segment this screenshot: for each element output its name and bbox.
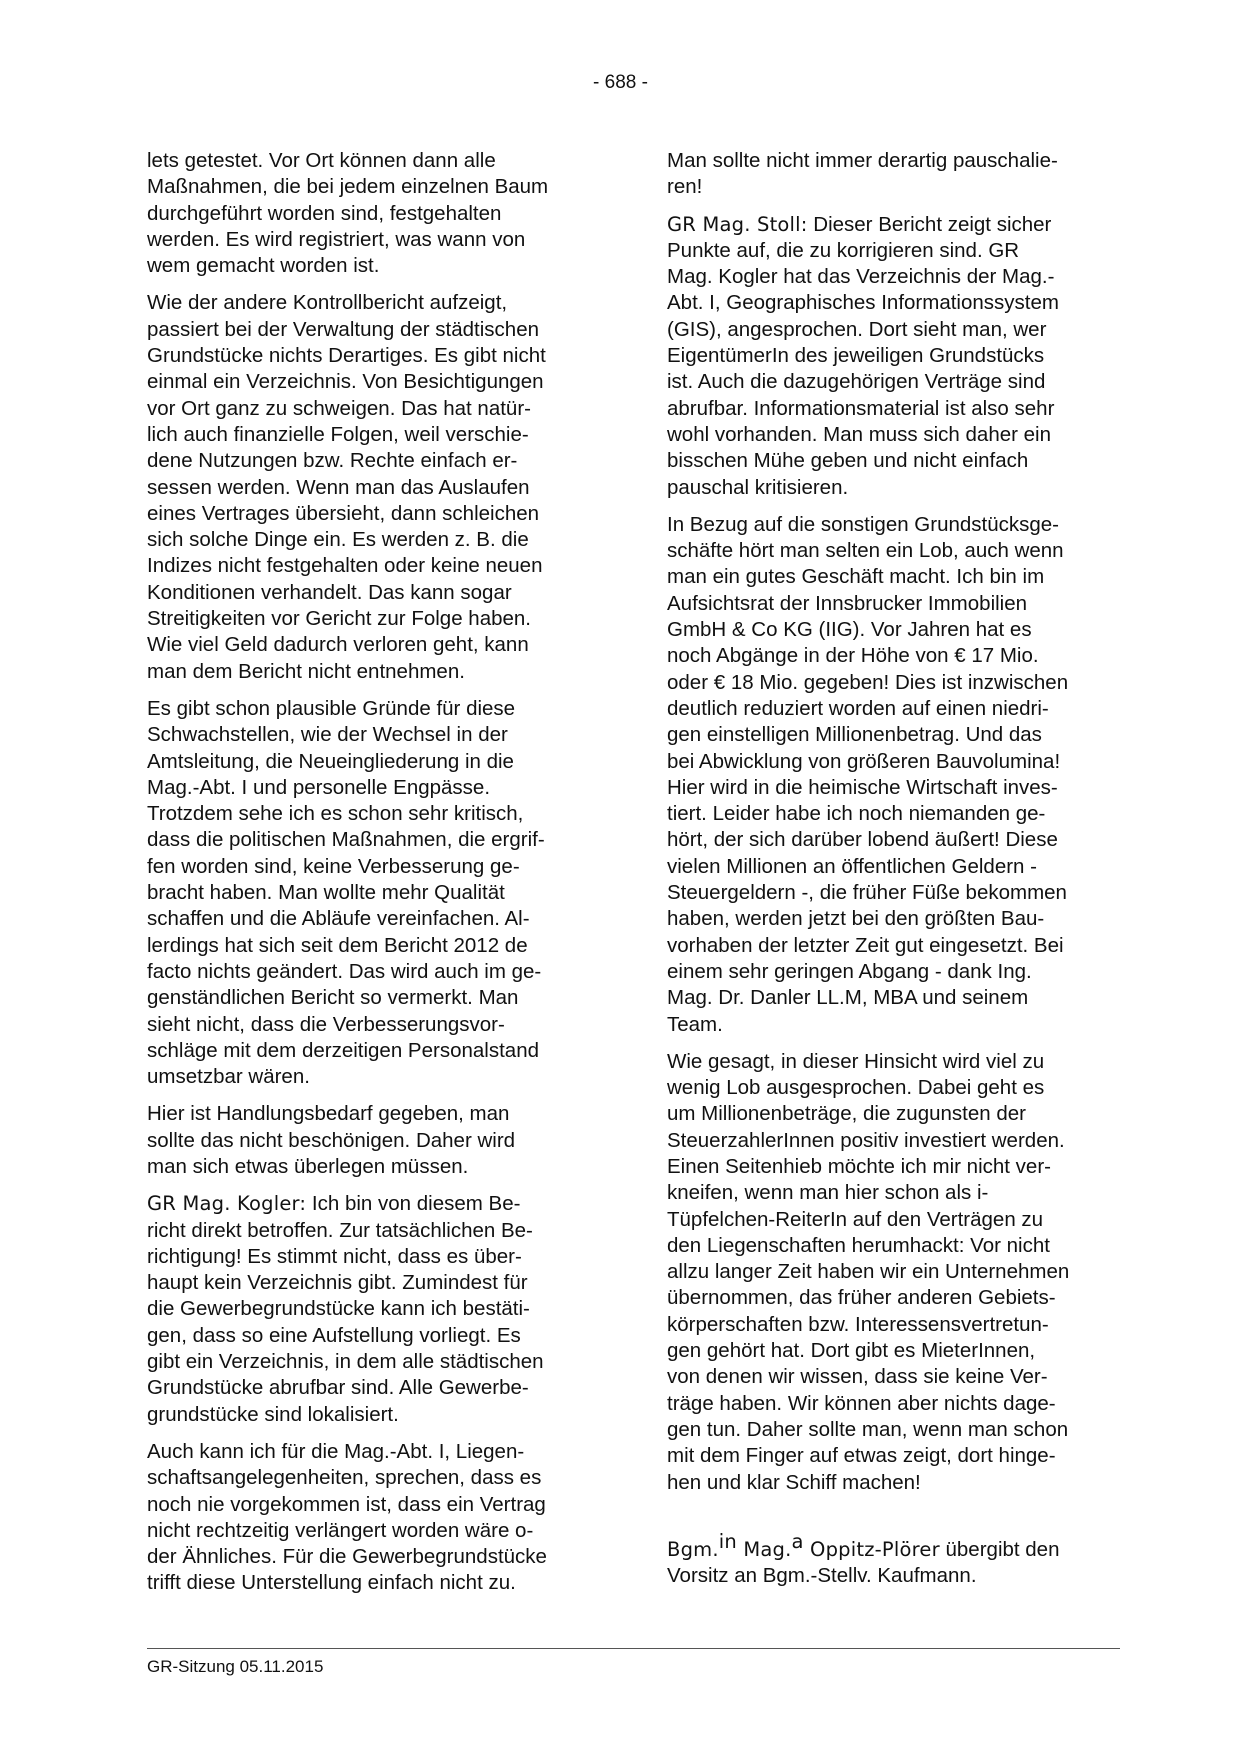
text-line: GmbH & Co KG (IIG). Vor Jahren hat es — [667, 618, 1032, 642]
text-line: körperschaften bzw. Interessensvertretun- — [667, 1312, 1049, 1336]
text-line: schaftsangelegenheiten, sprechen, dass es — [147, 1466, 542, 1490]
text-line: einmal ein Verzeichnis. Von Besichtigungen — [147, 370, 544, 394]
chair-note-text: übergibt den — [939, 1537, 1060, 1561]
text-line: fen worden sind, keine Verbesserung ge- — [147, 854, 520, 878]
text-line: gibt ein Verzeichnis, in dem alle städtischen — [147, 1350, 544, 1374]
speaker-name: GR Mag. Kogler: — [147, 1192, 307, 1216]
text-line: richt direkt betroffen. Zur tatsächlichen Be- — [147, 1218, 533, 1242]
chair-change-note — [667, 1530, 1127, 1590]
text-line: Mag. Kogler hat das Verzeichnis der Mag.- — [667, 265, 1055, 289]
paragraph — [147, 1439, 597, 1597]
text-line: man dem Bericht nicht entnehmen. — [147, 659, 465, 683]
text-line: Steuergeldern -, die früher Füße bekommen — [667, 881, 1067, 905]
speech-paragraph — [667, 212, 1127, 501]
footer-divider — [147, 1648, 1120, 1649]
text-line: Abt. I, Geographisches Informationssystem — [667, 291, 1059, 315]
text-line: Punkte auf, die zu korrigieren sind. GR — [667, 238, 1020, 262]
text-line: lets getestet. Vor Ort können dann alle — [147, 149, 496, 172]
page-number: - 688 - — [593, 72, 648, 93]
text-line: ist. Auch die dazugehörigen Verträge sind — [667, 370, 1046, 394]
text-line: (GIS), angesprochen. Dort sieht man, wer — [667, 317, 1047, 341]
mayor-title: Bgm. — [667, 1537, 719, 1561]
text-line: der Ähnliches. Für die Gewerbegrundstücke — [147, 1545, 547, 1569]
text-line: mit dem Finger auf etwas zeigt, dort hinge- — [667, 1444, 1056, 1468]
text-line: Wie gesagt, in dieser Hinsicht wird viel zu — [667, 1049, 1045, 1073]
text-line: Streitigkeiten vor Gericht zur Folge haben. — [147, 607, 531, 631]
text-line: gen, dass so eine Aufstellung vorliegt. Es — [147, 1323, 521, 1347]
text-line: wohl vorhanden. Man muss sich daher ein — [667, 422, 1052, 446]
paragraph — [147, 696, 597, 1090]
mag-title-suffix: a — [791, 1530, 804, 1554]
text-line: haben, werden jetzt bei den größten Bau- — [667, 907, 1045, 931]
text-line: abrufbar. Informationsmaterial ist also sehr — [667, 396, 1055, 420]
text-line: um Millionenbeträge, die zugunsten der — [667, 1102, 1026, 1126]
text-line: tiert. Leider habe ich noch niemanden ge- — [667, 802, 1046, 826]
text-line: nicht rechtzeitig verlängert worden wäre o- — [147, 1518, 534, 1542]
text-line: übernommen, das früher anderen Gebiets- — [667, 1286, 1056, 1310]
text-line: Indizes nicht festgehalten oder keine neuen — [147, 554, 543, 578]
text-line: oder € 18 Mio. gegeben! Dies ist inzwischen — [667, 670, 1069, 694]
text-line: Grundstücke abrufbar sind. Alle Gewerbe- — [147, 1376, 529, 1400]
text-line: Team. — [667, 1012, 723, 1036]
paragraph — [147, 148, 597, 279]
chair-note-line — [667, 1530, 1127, 1563]
text-line: von denen wir wissen, dass sie keine Ver- — [667, 1365, 1048, 1389]
text-line: lich auch finanzielle Folgen, weil verschie- — [147, 422, 529, 446]
text-line: hen und klar Schiff machen! — [667, 1470, 921, 1494]
text-line: ren! — [667, 175, 703, 199]
mag-title: Mag. — [736, 1537, 792, 1561]
speech-text: Ich bin von diesem Be- — [306, 1192, 521, 1216]
paragraph — [667, 148, 1127, 201]
text-line: pauschal kritisieren. — [667, 475, 849, 499]
text-line: Aufsichtsrat der Innsbrucker Immobilien — [667, 591, 1028, 615]
text-line: Einen Seitenhieb möchte ich mir nicht ver- — [667, 1154, 1051, 1178]
text-line: trifft diese Unterstellung einfach nicht zu. — [147, 1571, 516, 1595]
text-line: wem gemacht worden ist. — [147, 254, 380, 278]
speech-first-line — [147, 1191, 597, 1217]
text-line: kneifen, wenn man hier schon als i- — [667, 1181, 989, 1205]
text-line: Mag.-Abt. I und personelle Engpässe. — [147, 775, 491, 799]
text-line: Es gibt schon plausible Gründe für diese — [147, 696, 516, 720]
text-line: schäfte hört man selten ein Lob, auch wenn — [667, 539, 1064, 563]
text-line: Mag. Dr. Danler LL.M, MBA und seinem — [667, 986, 1029, 1010]
text-line: sich solche Dinge ein. Es werden z. B. die — [147, 528, 529, 552]
text-line: man sich etwas überlegen müssen. — [147, 1154, 469, 1178]
text-line: die Gewerbegrundstücke kann ich bestäti- — [147, 1297, 530, 1321]
text-line: sollte das nicht beschönigen. Daher wird — [147, 1128, 516, 1152]
text-line: Grundstücke nichts Derartiges. Es gibt nicht — [147, 344, 546, 368]
text-line: man ein gutes Geschäft macht. Ich bin im — [667, 565, 1045, 589]
text-line: lerdings hat sich seit dem Bericht 2012 de — [147, 933, 528, 957]
text-line: gen tun. Daher sollte man, wenn man schon — [667, 1417, 1069, 1441]
text-line: Konditionen verhandelt. Das kann sogar — [147, 580, 512, 604]
right-column — [667, 148, 1127, 1600]
text-line: eines Vertrages übersieht, dann schleichen — [147, 501, 540, 525]
text-line: vor Ort ganz zu schweigen. Das hat natür- — [147, 396, 531, 420]
text-line: träge haben. Wir können aber nichts dage- — [667, 1391, 1056, 1415]
paragraph — [147, 290, 597, 684]
text-line: gen einstelligen Millionenbetrag. Und das — [667, 723, 1042, 747]
text-line: facto nichts geändert. Das wird auch im ge- — [147, 959, 542, 983]
text-line: sieht nicht, dass die Verbesserungsvor- — [147, 1012, 505, 1036]
text-line: sessen werden. Wenn man das Auslaufen — [147, 475, 530, 499]
paragraph — [667, 512, 1127, 1038]
text-line: richtigung! Es stimmt nicht, dass es über- — [147, 1244, 522, 1268]
text-line: SteuerzahlerInnen positiv investiert werden. — [667, 1128, 1065, 1152]
text-line: noch nie vorgekommen ist, dass ein Vertrag — [147, 1492, 546, 1516]
left-column — [147, 148, 597, 1608]
speaker-name: GR Mag. Stoll: — [667, 212, 808, 236]
mayor-title-suffix: in — [718, 1530, 737, 1554]
text-line: schläge mit dem derzeitigen Personalstand — [147, 1038, 539, 1062]
text-line: EigentümerIn des jeweiligen Grundstücks — [667, 344, 1045, 368]
text-line: In Bezug auf die sonstigen Grundstücksge- — [667, 512, 1060, 536]
footer-session-date: GR-Sitzung 05.11.2015 — [147, 1657, 324, 1676]
text-line: schaffen und die Abläufe vereinfachen. Al- — [147, 907, 530, 931]
text-line: hört, der sich darüber lobend äußert! Diese — [667, 828, 1058, 852]
text-line: Man sollte nicht immer derartig pauschalie- — [667, 149, 1058, 172]
text-line: vorhaben der letzter Zeit gut eingesetzt. Bei — [667, 933, 1064, 957]
speech-first-line — [667, 212, 1127, 238]
text-line: Maßnahmen, die bei jedem einzelnen Baum — [147, 175, 549, 199]
text-line: Wie der andere Kontrollbericht aufzeigt, — [147, 291, 508, 315]
text-line: Vorsitz an Bgm.-Stellv. Kaufmann. — [667, 1564, 977, 1588]
text-line: dass die politischen Maßnahmen, die ergrif- — [147, 828, 545, 852]
text-line: genständlichen Bericht so vermerkt. Man — [147, 986, 519, 1010]
text-line: umsetzbar wären. — [147, 1065, 310, 1089]
text-line: dene Nutzungen bzw. Rechte einfach er- — [147, 449, 518, 473]
text-line: allzu langer Zeit haben wir ein Unternehmen — [667, 1260, 1070, 1284]
text-line: vielen Millionen an öffentlichen Geldern - — [667, 854, 1037, 878]
text-line: durchgeführt worden sind, festgehalten — [147, 201, 502, 225]
text-line: Schwachstellen, wie der Wechsel in der — [147, 723, 508, 747]
text-line: Amtsleitung, die Neueingliederung in die — [147, 749, 514, 773]
text-line: grundstücke sind lokalisiert. — [147, 1402, 399, 1426]
text-line: Trotzdem sehe ich es schon sehr kritisch, — [147, 802, 524, 826]
text-line: bracht haben. Man wollte mehr Qualität — [147, 881, 505, 905]
text-line: bei Abwicklung von größeren Bauvolumina! — [667, 749, 1061, 773]
paragraph — [667, 1049, 1127, 1496]
text-line: wenig Lob ausgesprochen. Dabei geht es — [667, 1076, 1045, 1100]
text-line: einem sehr geringen Abgang - dank Ing. — [667, 959, 1032, 983]
text-line: Wie viel Geld dadurch verloren geht, kann — [147, 633, 529, 657]
paragraph — [147, 1101, 597, 1180]
text-line: passiert bei der Verwaltung der städtischen — [147, 317, 540, 341]
text-line: noch Abgänge in der Höhe von € 17 Mio. — [667, 644, 1039, 668]
text-line: deutlich reduziert worden auf einen niedri- — [667, 696, 1049, 720]
text-line: haupt kein Verzeichnis gibt. Zumindest für — [147, 1271, 528, 1295]
text-line: Auch kann ich für die Mag.-Abt. I, Liegen- — [147, 1439, 525, 1463]
text-line: gen gehört hat. Dort gibt es MieterInnen, — [667, 1339, 1036, 1363]
mayor-name: Oppitz-Plörer — [803, 1537, 940, 1561]
text-line: den Liegenschaften herumhackt: Vor nicht — [667, 1233, 1050, 1257]
text-line: Hier ist Handlungsbedarf gegeben, man — [147, 1102, 510, 1126]
text-line: bisschen Mühe geben und nicht einfach — [667, 449, 1029, 473]
speech-text: Dieser Bericht zeigt sicher — [807, 212, 1052, 236]
text-line: Hier wird in die heimische Wirtschaft inves- — [667, 775, 1058, 799]
speech-paragraph — [147, 1191, 597, 1428]
text-line: werden. Es wird registriert, was wann von — [147, 227, 526, 251]
text-line: Tüpfelchen-ReiterIn auf den Verträgen zu — [667, 1207, 1044, 1231]
